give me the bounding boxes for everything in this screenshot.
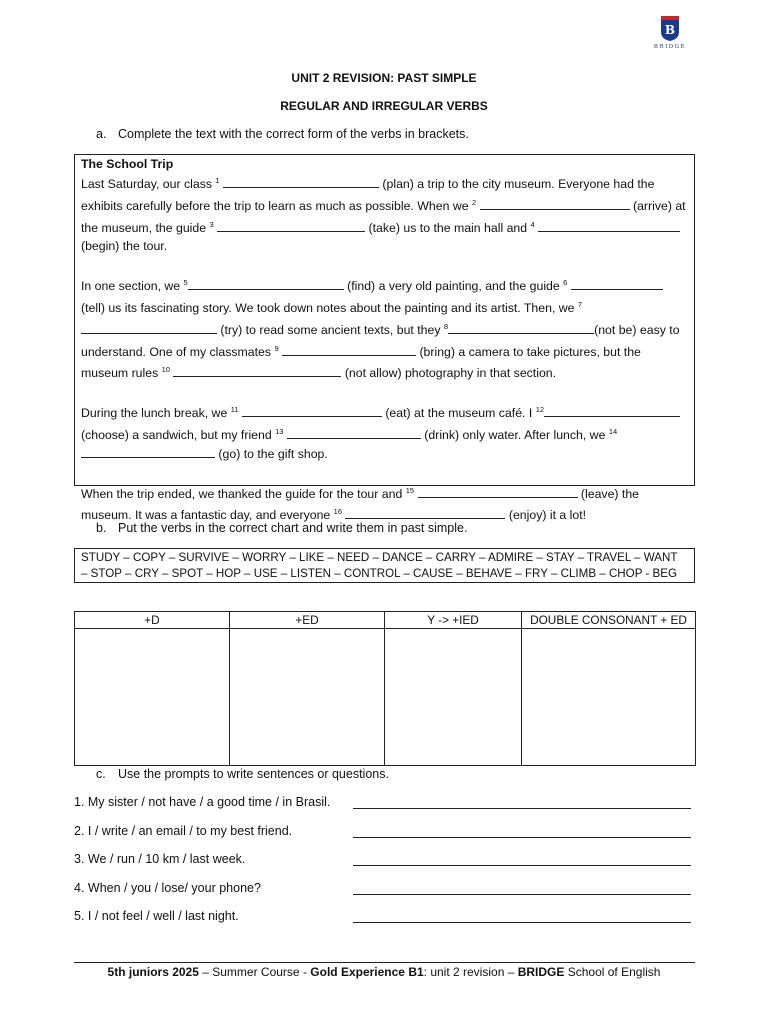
answer-blank[interactable]: [287, 427, 421, 439]
answer-blank[interactable]: [571, 278, 663, 290]
paragraph-4: When the trip ended, we thanked the guide for the tour and $^{15}$ (leave) the museum. It was a fantastic day, and everyone $^{16}$ (enjoy) it a lot!: [81, 485, 640, 523]
answer-blank[interactable]: [282, 344, 416, 356]
instruction-text: Put the verbs in the correct chart and write them in past simple.: [118, 521, 468, 535]
chart-cell-ied[interactable]: [385, 629, 522, 766]
section-letter: a.: [96, 127, 107, 141]
section-letter: c.: [96, 767, 106, 781]
chart-cell-double-consonant[interactable]: [522, 629, 696, 766]
paragraph-1: Last Saturday, our class $^1$ (plan) a trip to the city museum. Everyone had the exhibits carefully before the trip to learn as much as possible. When we $^2$ (arrive) at the museum, the guide $^3$ (take) us to the main hall and $^4$ (begin) the tour.: [81, 176, 686, 254]
section-letter: b.: [96, 521, 107, 535]
prompt-2: 2. I / write / an email / to my best friend.: [74, 824, 293, 838]
paragraph-2: In one section, we $^5$ (find) a very old painting, and the guide $^6$ (tell) us its fascinating story. We took down notes about the painting and its artist. Then, we $^7$ (try) to read some ancient texts, but they $^8$ (not be) easy to understand. One of my classmates $^9$ (bring) a camera to take pictures, but the museum rules $^{10}$ (not allow) photography in that section.: [81, 278, 680, 381]
footer-divider: [74, 962, 695, 963]
verb-list-line-1: STUDY – COPY – SURVIVE – WORRY – LIKE – NEED – DANCE – CARRY – ADMIRE – STAY – TRAVEL – WANT: [81, 551, 678, 564]
textbox-title: The School Trip: [81, 157, 174, 171]
answer-blank[interactable]: [242, 405, 382, 417]
answer-blank[interactable]: [223, 176, 379, 188]
page-title: UNIT 2 REVISION: PAST SIMPLE: [291, 71, 477, 85]
section-a-instruction: [96, 127, 469, 141]
answer-line-5[interactable]: [353, 922, 691, 923]
paragraph-3: During the lunch break, we $^{11}$ (eat) at the museum café. I $^{12}$ (choose) a sandwich, but my friend $^{13}$ (drink) only water. After lunch, we $^{14}$ (go) to the gift shop.: [81, 401, 687, 463]
instruction-text: Use the prompts to write sentences or questions.: [118, 767, 389, 781]
answer-blank[interactable]: [480, 198, 630, 210]
answer-line-1[interactable]: [353, 808, 691, 809]
prompt-3: 3. We / run / 10 km / last week.: [74, 852, 246, 866]
answer-blank[interactable]: [188, 278, 344, 290]
bridge-logo: [650, 16, 690, 56]
verb-list-line-2: – STOP – CRY – SPOT – HOP – USE – LISTEN – CONTROL – CAUSE – BEHAVE – FRY – CLIMB – CHOP - BEG: [81, 567, 678, 580]
page-subtitle: REGULAR AND IRREGULAR VERBS: [280, 99, 488, 113]
answer-blank[interactable]: [448, 322, 594, 334]
school-trip-textbox: [74, 154, 695, 523]
answer-line-3[interactable]: [353, 865, 691, 866]
verb-list-box: [74, 548, 695, 583]
answer-blank[interactable]: [81, 322, 217, 334]
answer-blank[interactable]: [345, 507, 505, 519]
answer-blank[interactable]: [173, 365, 341, 377]
answer-line-4[interactable]: [353, 894, 691, 895]
answer-blank[interactable]: [544, 405, 680, 417]
verb-chart-table: [74, 611, 696, 766]
answer-blank[interactable]: [418, 486, 578, 498]
chart-cell-d[interactable]: [75, 629, 230, 766]
answer-blank[interactable]: [538, 220, 680, 232]
answer-blank[interactable]: [217, 220, 365, 232]
answer-blank[interactable]: [81, 446, 215, 458]
shield-logo-icon: [659, 16, 681, 42]
section-c-instruction: [96, 767, 389, 781]
chart-cell-ed[interactable]: [230, 629, 385, 766]
section-b-instruction: [96, 521, 467, 535]
prompt-4: 4. When / you / lose/ your phone?: [74, 881, 261, 895]
column-header-double-consonant: DOUBLE CONSONANT + ED: [522, 612, 696, 629]
column-header-ied: Y -> +IED: [385, 612, 522, 629]
instruction-text: Complete the text with the correct form of the verbs in brackets.: [118, 127, 469, 141]
prompt-5: 5. I / not feel / well / last night.: [74, 909, 239, 923]
answer-line-2[interactable]: [353, 837, 691, 838]
logo-wordmark: BRIDGE: [653, 44, 687, 50]
prompt-1: 1. My sister / not have / a good time / in Brasil.: [74, 795, 331, 809]
svg-text:B: B: [664, 23, 676, 37]
page-footer: 5th juniors 2025 – Summer Course - Gold Experience B1: unit 2 revision – BRIDGE School of English: [107, 965, 661, 979]
column-header-ed: +ED: [230, 612, 385, 629]
column-header-d: +D: [75, 612, 230, 629]
